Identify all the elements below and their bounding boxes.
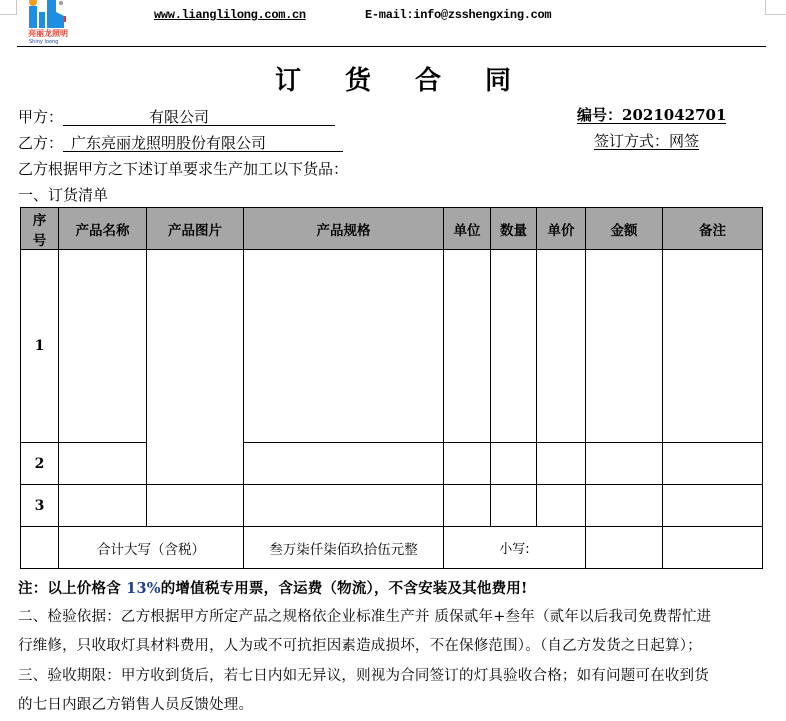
cell-product-spec[interactable]: [244, 250, 444, 443]
intro-text: 乙方根据甲方之下述订单要求生产加工以下货品：: [18, 160, 349, 178]
cell-unit-price[interactable]: [537, 250, 586, 443]
svg-text:亮丽龙照明: 亮丽龙照明: [28, 29, 68, 38]
total-amount-cell[interactable]: [586, 527, 663, 569]
cell-unit[interactable]: [444, 485, 491, 527]
table-header-row: [21, 208, 763, 250]
sign-method-line: [594, 132, 699, 150]
header-product-image: 产品图片: [147, 208, 244, 250]
party-a-label: 甲方：: [18, 108, 64, 126]
website-link[interactable]: www.lianglilong.com.cn: [154, 8, 306, 22]
table-total-row: [21, 527, 763, 569]
party-b-value: 广东亮丽龙照明股份有限公司: [71, 134, 267, 152]
header-unit-price: 单价: [537, 208, 586, 250]
document-title: [0, 60, 786, 97]
header-seq: 序 号: [21, 208, 59, 250]
note-suffix: 的增值税专用票，含运费（物流），不含安装及其他费用!: [160, 580, 528, 597]
title-char: 合: [415, 66, 442, 96]
party-a-field[interactable]: [63, 109, 335, 126]
title-char: 同: [485, 66, 512, 96]
cell-amount[interactable]: [586, 485, 663, 527]
total-amount-words[interactable]: 叁万柒仟柒佰玖拾伍元整: [244, 527, 444, 569]
total-remark-cell[interactable]: [663, 527, 763, 569]
cell-unit[interactable]: [444, 443, 491, 485]
header-product-name: 产品名称: [59, 208, 147, 250]
cell-amount[interactable]: [586, 250, 663, 443]
total-blank-cell: [21, 527, 59, 569]
header-amount: 金额: [586, 208, 663, 250]
row-number: 1: [21, 250, 59, 443]
cell-quantity[interactable]: [491, 485, 537, 527]
party-b-field[interactable]: [63, 135, 343, 152]
email-text: E-mail:info@zsshengxing.com: [365, 8, 552, 22]
total-small-label: 小写:: [499, 542, 530, 557]
cell-unit-price[interactable]: [537, 485, 586, 527]
contract-number-label: 编号：: [577, 106, 623, 124]
party-a-value: 有限公司: [149, 108, 210, 126]
table-row: [21, 250, 763, 443]
cell-remark[interactable]: [663, 485, 763, 527]
cell-remark[interactable]: [663, 250, 763, 443]
cell-product-image[interactable]: [147, 250, 244, 485]
svg-text:Shiny loong: Shiny loong: [29, 39, 59, 44]
section-order-list-title: 一、订货清单: [18, 186, 109, 204]
cell-unit-price[interactable]: [537, 443, 586, 485]
title-char: 订: [274, 66, 301, 96]
cell-product-image[interactable]: [147, 485, 244, 527]
order-table: [20, 207, 763, 569]
party-a-line: [18, 106, 335, 127]
cell-unit[interactable]: [444, 250, 491, 443]
title-char: 货: [344, 66, 371, 96]
cell-product-spec[interactable]: [244, 485, 444, 527]
page-corner-mark-left: [0, 0, 17, 15]
header-divider: [17, 46, 766, 47]
sign-method-label: 签订方式：: [594, 132, 670, 150]
tax-rate: 13%: [126, 580, 161, 597]
total-label: 合计大写（含税）: [59, 527, 244, 569]
cell-quantity[interactable]: [491, 250, 537, 443]
header-remark: 备注: [663, 208, 763, 250]
inspection-basis-line2: 行维修，只收取灯具材料费用，人为或不可抗拒因素造成损坏，不在保修范围）。（自乙方发货之日起算）；: [18, 638, 702, 654]
cell-product-spec[interactable]: [244, 443, 444, 485]
header-unit: 单位: [444, 208, 491, 250]
contract-number-value: 2021042701: [622, 106, 727, 124]
table-row: [21, 485, 763, 527]
cell-product-name[interactable]: [59, 250, 147, 443]
header-product-spec: 产品规格: [244, 208, 444, 250]
note-line: [18, 577, 528, 598]
page-corner-mark-right: [765, 0, 786, 15]
row-number: 2: [21, 443, 59, 485]
party-b-label: 乙方：: [18, 134, 64, 152]
cell-quantity[interactable]: [491, 443, 537, 485]
cell-product-name[interactable]: [59, 443, 147, 485]
building-logo-icon: [26, 0, 76, 44]
cell-remark[interactable]: [663, 443, 763, 485]
note-prefix: 注：以上价格含: [18, 580, 127, 597]
header-quantity: 数量: [491, 208, 537, 250]
cell-product-name[interactable]: [59, 485, 147, 527]
party-b-line: [18, 132, 343, 153]
company-logo: [26, 0, 76, 44]
acceptance-period-line1: 三、验收期限：甲方收到货后，若七日内如无异议，则视为合同签订的灯具验收合格；如有问题可在收到货: [18, 668, 709, 684]
cell-amount[interactable]: [586, 443, 663, 485]
acceptance-period-line2: 的七日内跟乙方销售人员反馈处理。: [18, 697, 254, 713]
row-number: 3: [21, 485, 59, 527]
total-small-cell[interactable]: [444, 527, 586, 569]
contract-number-line: [577, 106, 726, 124]
inspection-basis-line1: 二、检验依据：乙方根据甲方所定产品之规格依企业标准生产并 质保贰年+叁年（贰年以后我司免费帮忙进: [18, 609, 712, 625]
table-row: [21, 443, 763, 485]
sign-method-value: 网签: [669, 132, 700, 150]
